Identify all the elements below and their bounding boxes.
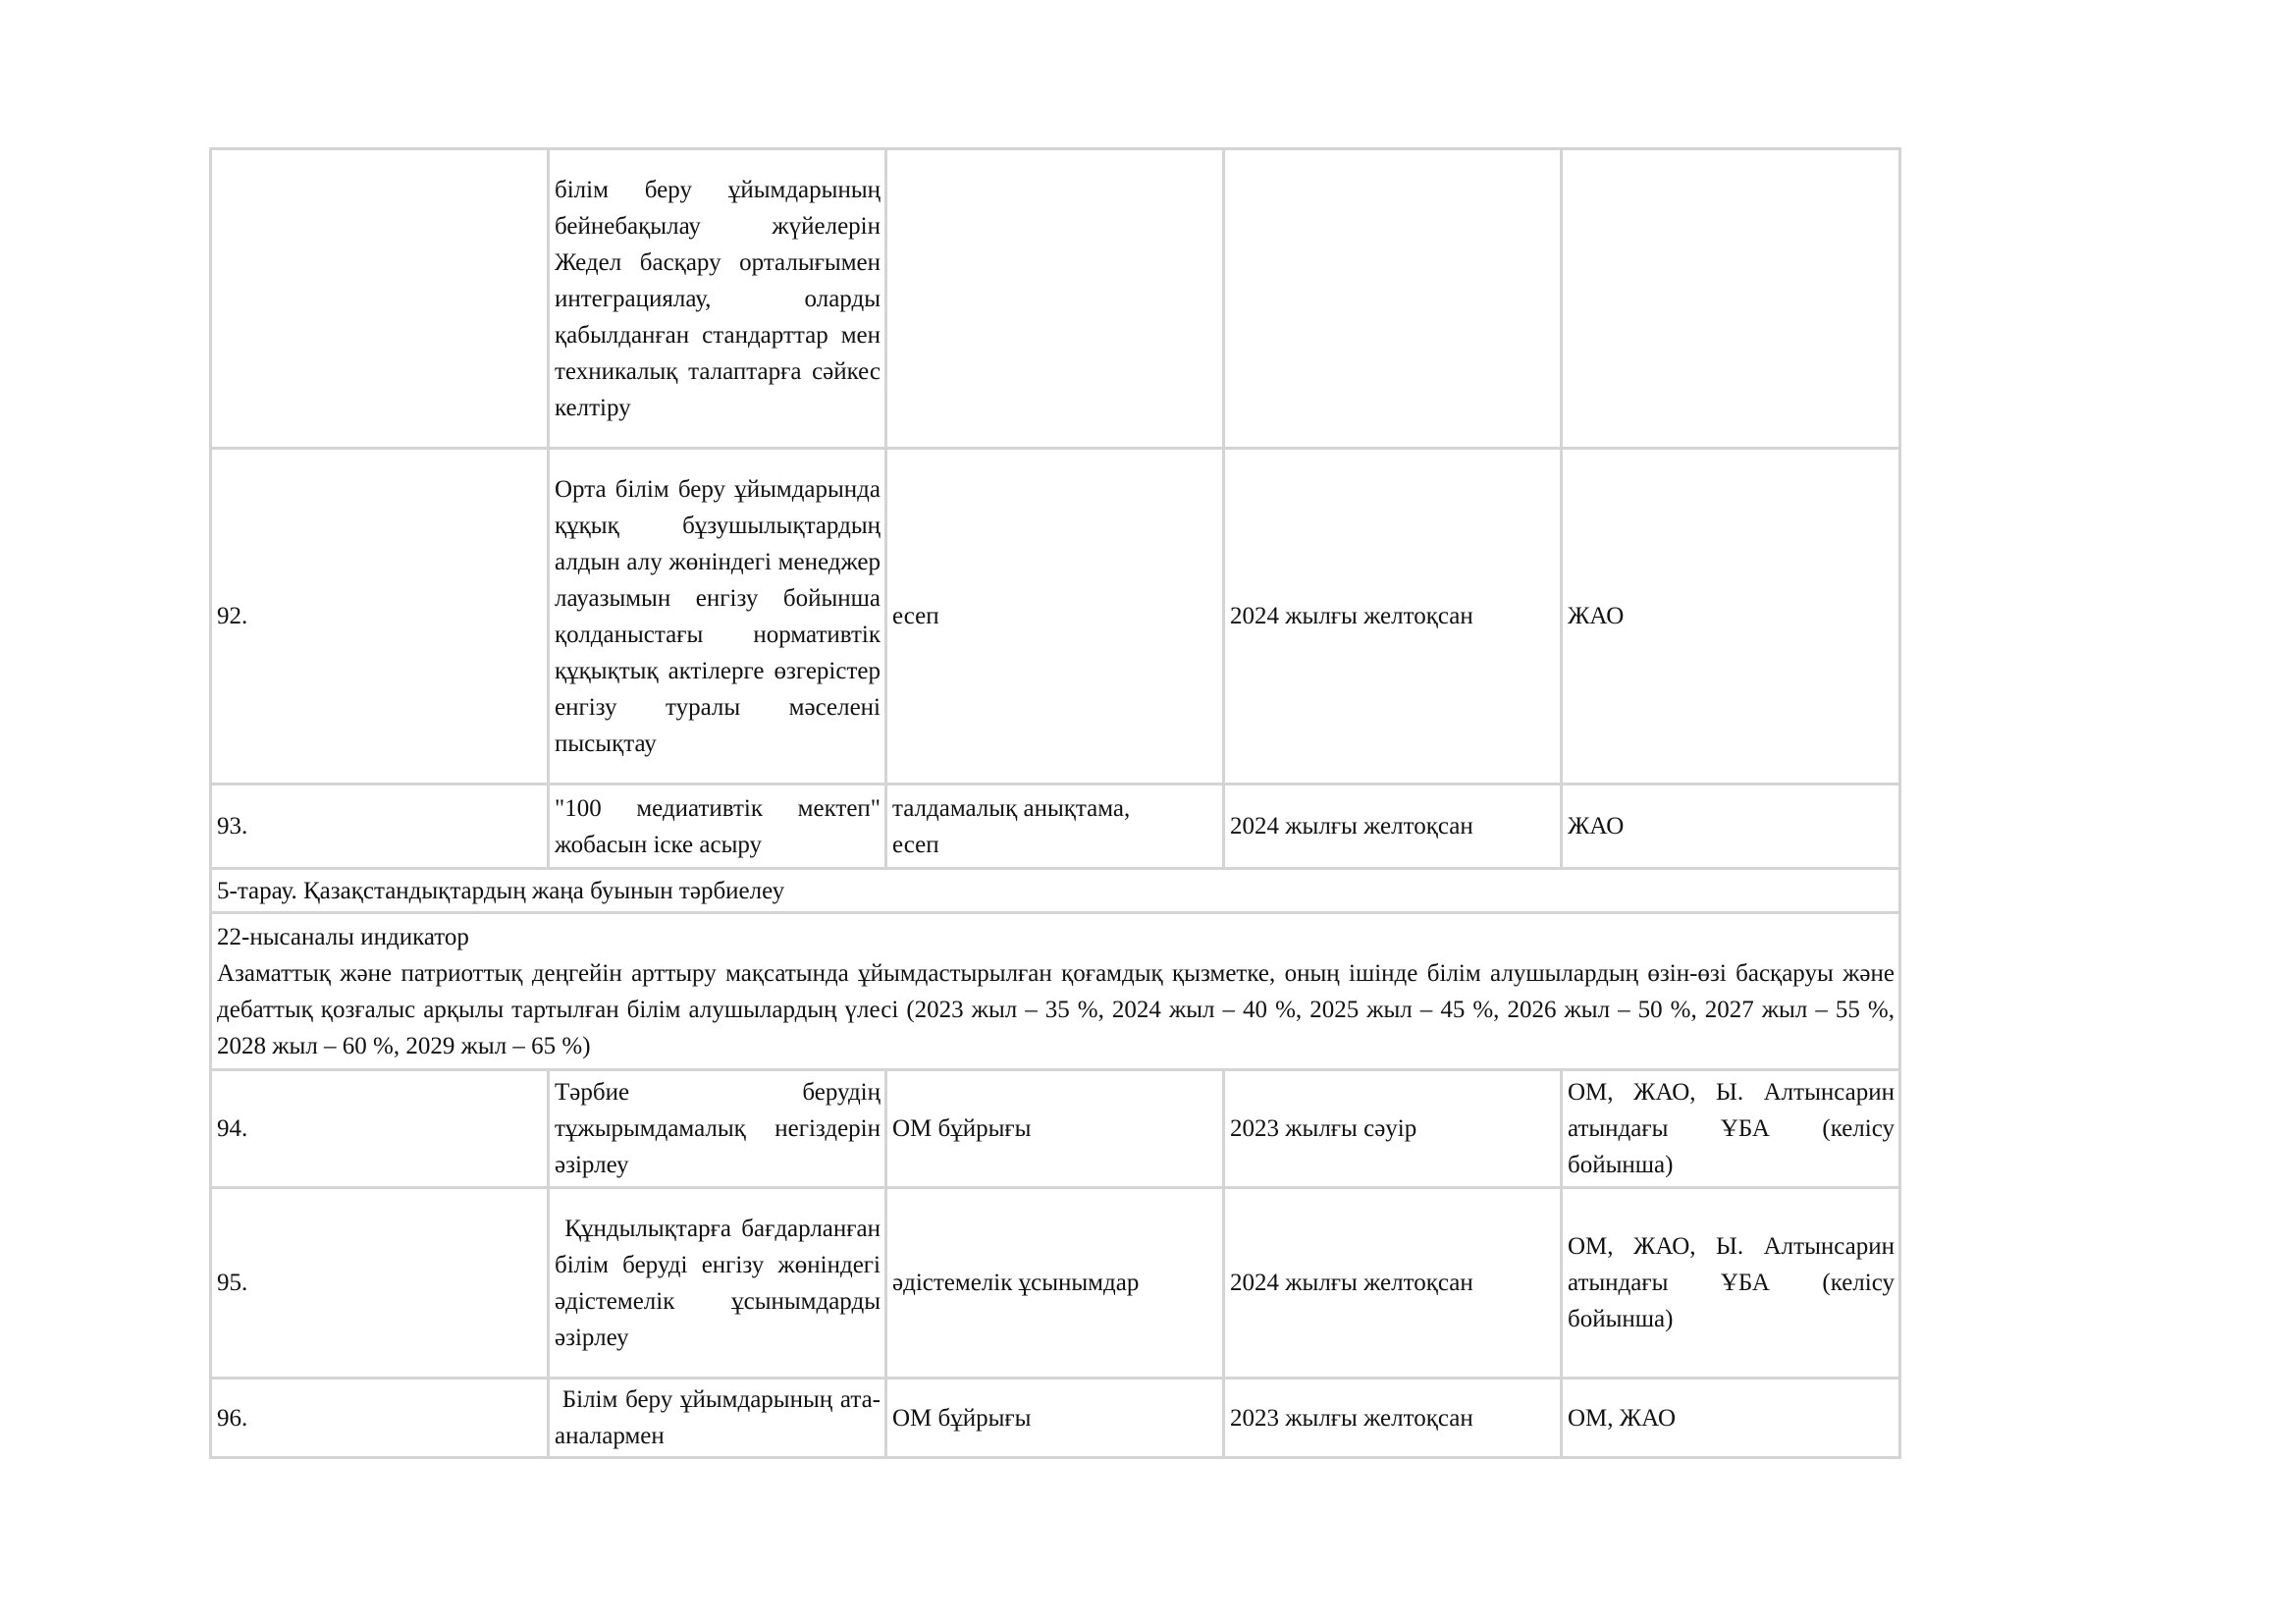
deadline-cell: 2024 жылғы желтоқсан <box>1224 449 1562 785</box>
row-number <box>211 149 549 449</box>
indicator-row <box>211 913 1900 1070</box>
completion-form-cell <box>886 785 1224 869</box>
row-number: 93. <box>211 785 549 869</box>
section-title: 5-тарау. Қазақстандықтардың жаңа буынын тәрбиелеу <box>211 869 1900 913</box>
indicator-text: Азаматтық және патриоттық деңгейін арттыру мақсатында ұйымдастырылған қоғамдық қызметке, оның ішінде білім алушылардың өзін-өзі басқаруы және дебаттық қозғалыс арқылы тартылған білім алушылардың үлесі (2023 жыл – 35 %, 2024 жыл – 40 %, 2025 жыл – 45 %, 2026 жыл – 50 %, 2027 жыл – 55 %, 2028 жыл – 60 %, 2029 жыл – 65 %) <box>217 959 1895 1059</box>
responsible-cell: ОМ, ЖАО, Ы. Алтынсарин атындағы ҰБА (келісу бойынша) <box>1562 1070 1900 1188</box>
completion-form-cell: әдістемелік ұсынымдар <box>886 1188 1224 1379</box>
section-row <box>211 869 1900 913</box>
task-cell: білім беру ұйымдарының бейнебақылау жүйелерін Жедел басқару орталығымен интеграциялау, оларды қабылданған стандарттар мен техникалық талаптарға сәйкес келтіру <box>549 149 886 449</box>
action-plan-table <box>209 147 1901 1459</box>
responsible-cell <box>1562 149 1900 449</box>
row-number: 92. <box>211 449 549 785</box>
completion-form-cell: есеп <box>886 449 1224 785</box>
task-cell: Орта білім беру ұйымдарында құқық бұзушылықтардың алдын алу жөніндегі менеджер лауазымын енгізу бойынша қолданыстағы нормативтік құқықтық актілерге өзгерістер енгізу туралы мәселені пысықтау <box>549 449 886 785</box>
deadline-cell <box>1224 149 1562 449</box>
completion-form-line: есеп <box>892 831 939 858</box>
table-row <box>211 1379 1900 1458</box>
row-number: 94. <box>211 1070 549 1188</box>
completion-form-cell: ОМ бұйрығы <box>886 1070 1224 1188</box>
completion-form-cell <box>886 149 1224 449</box>
row-number: 96. <box>211 1379 549 1458</box>
deadline-cell: 2023 жылғы желтоқсан <box>1224 1379 1562 1458</box>
row-number: 95. <box>211 1188 549 1379</box>
indicator-label: 22-нысаналы индикатор <box>217 923 469 950</box>
responsible-cell: ОМ, ЖАО, Ы. Алтынсарин атындағы ҰБА (келісу бойынша) <box>1562 1188 1900 1379</box>
task-cell: Тәрбие берудің тұжырымдамалық негіздерін әзірлеу <box>549 1070 886 1188</box>
completion-form-cell: ОМ бұйрығы <box>886 1379 1224 1458</box>
deadline-cell: 2024 жылғы желтоқсан <box>1224 1188 1562 1379</box>
table-row <box>211 785 1900 869</box>
table-row <box>211 449 1900 785</box>
deadline-cell: 2024 жылғы желтоқсан <box>1224 785 1562 869</box>
completion-form-line: талдамалық анықтама, <box>892 794 1131 822</box>
responsible-cell: ОМ, ЖАО <box>1562 1379 1900 1458</box>
task-cell: Құндылықтарға бағдарланған білім беруді енгізу жөніндегі әдістемелік ұсынымдарды әзірлеу <box>549 1188 886 1379</box>
deadline-cell: 2023 жылғы сәуір <box>1224 1070 1562 1188</box>
table-row <box>211 149 1900 449</box>
task-cell: "100 медиативтік мектеп" жобасын іске асыру <box>549 785 886 869</box>
responsible-cell: ЖАО <box>1562 449 1900 785</box>
indicator-cell <box>211 913 1900 1070</box>
responsible-cell: ЖАО <box>1562 785 1900 869</box>
table-row <box>211 1070 1900 1188</box>
task-cell: Білім беру ұйымдарының ата-аналармен <box>549 1379 886 1458</box>
table-row <box>211 1188 1900 1379</box>
